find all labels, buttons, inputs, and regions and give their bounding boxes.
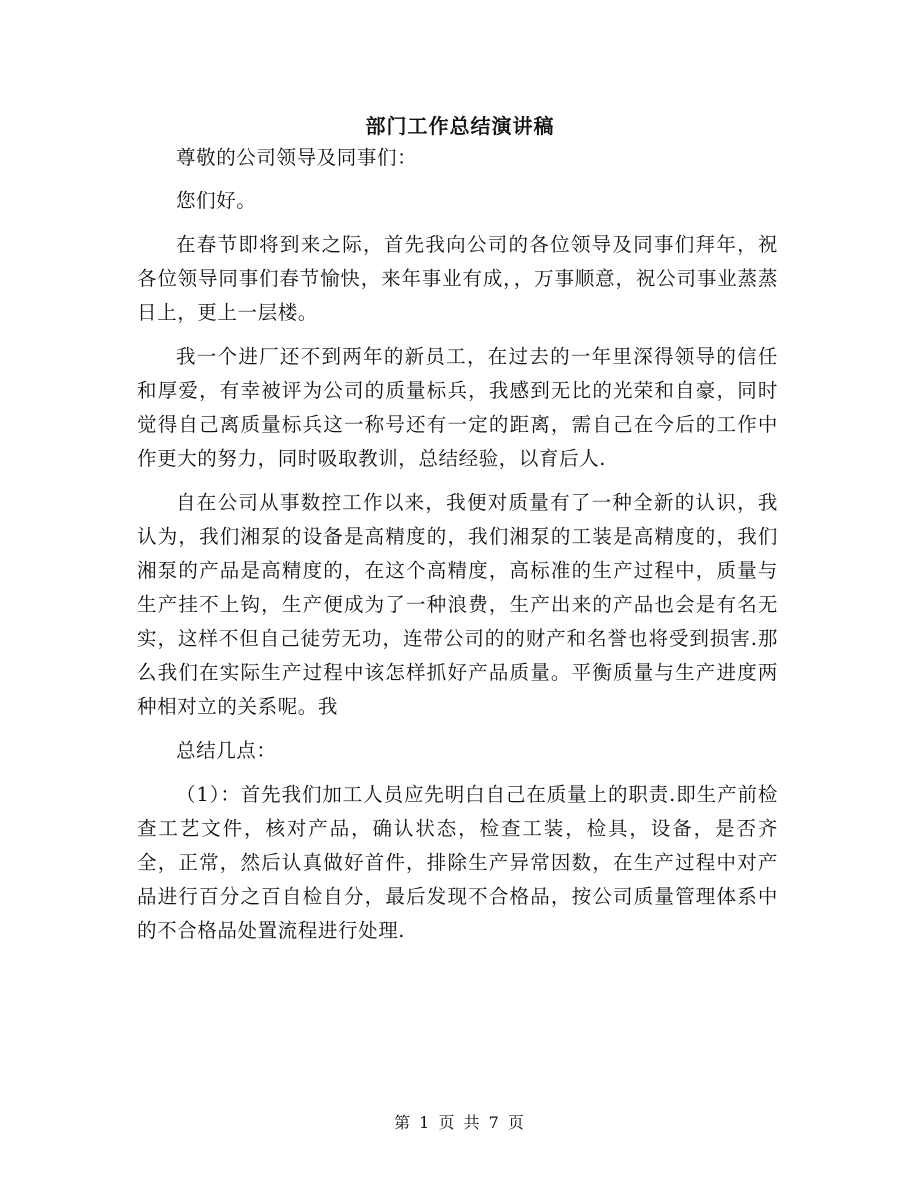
paragraph-new-year-wishes: 在春节即将到来之际，首先我向公司的各位领导及同事们拜年，祝各位领导同事们春节愉快，来年事业有成，，万事顺意，祝公司事业蒸蒸日上，更上一层楼。 bbox=[137, 233, 778, 324]
paragraph-summary-intro: 总结几点： bbox=[176, 739, 277, 762]
paragraph-point-1: （1）：首先我们加工人员应先明白自己在质量上的职责.即生产前检查工艺文件，核对产品，确认状态，检查工装，检具，设备，是否齐全，正常，然后认真做好首件，排除生产异常因数，在生产过程中对产品进行百分之百自检自分，最后发现不合格品，按公司质量管理体系中的不合格品处置流程进行处理. bbox=[137, 783, 778, 942]
paragraph-greeting: 您们好。 bbox=[176, 189, 257, 212]
paragraph-salutation: 尊敬的公司领导及同事们： bbox=[176, 146, 418, 169]
paragraph-quality-award: 我一个进厂还不到两年的新员工，在过去的一年里深得领导的信任和厚爱，有幸被评为公司的质量标兵，我感到无比的光荣和自豪，同时觉得自己离质量标兵这一称号还有一定的距离，需自己在今后的工作中作更大的努力，同时吸取教训，总结经验，以育后人. bbox=[137, 345, 778, 470]
page-footer: 第 1 页 共 7 页 bbox=[394, 1113, 526, 1132]
document-body bbox=[137, 141, 778, 958]
paragraph-quality-understanding: 自在公司从事数控工作以来，我便对质量有了一种全新的认识，我认为，我们湘泵的设备是高精度的，我们湘泵的工装是高精度的，我们湘泵的产品是高精度的，在这个高精度，高标准的生产过程中，质量与生产挂不上钩，生产便成为了一种浪费，生产出来的产品也会是有名无实，这样不但自己徒劳无功，连带公司的的财产和名誉也将受到损害.那么我们在实际生产过程中该怎样抓好产品质量。平衡质量与生产进度两种相对立的关系呢。我 bbox=[137, 491, 778, 718]
document-title: 部门工作总结演讲稿 bbox=[365, 114, 555, 138]
